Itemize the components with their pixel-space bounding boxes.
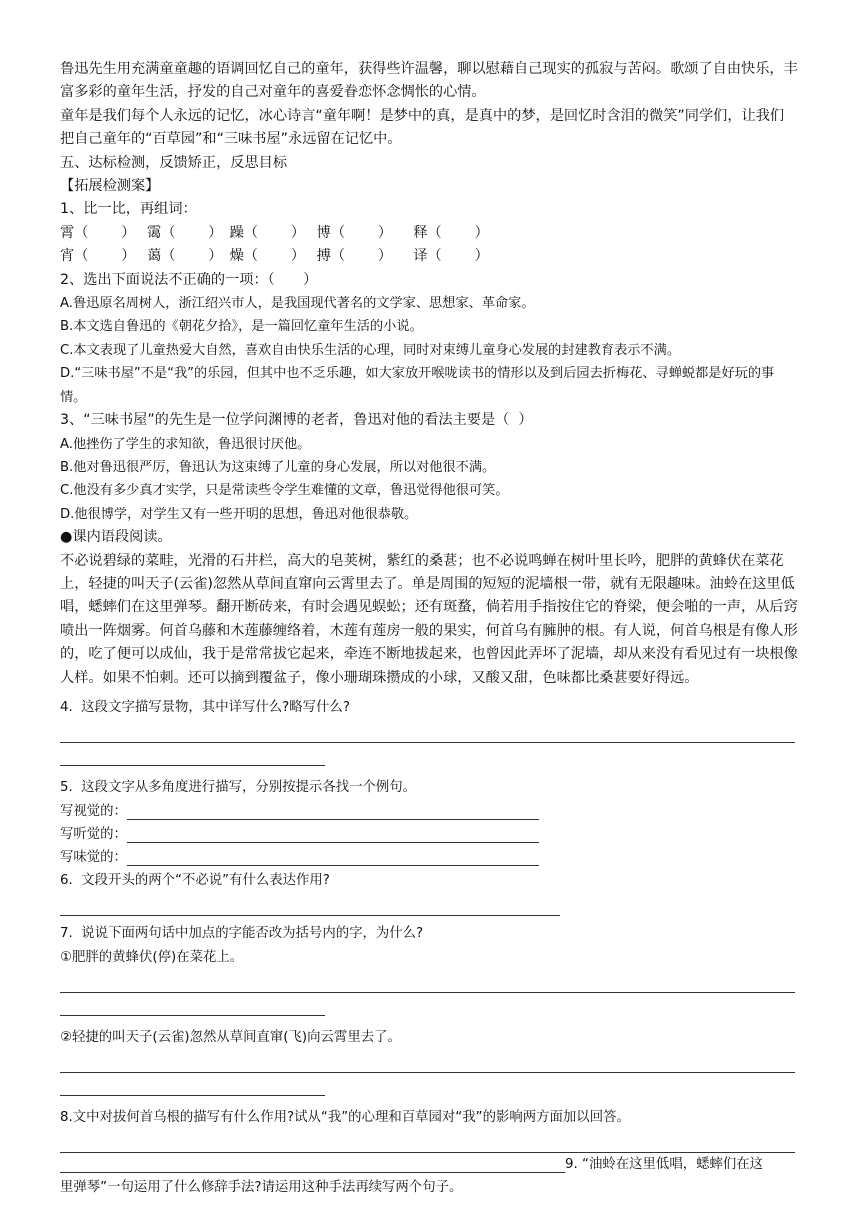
q3-option-b: B.他对鲁迅很严厉，鲁迅认为这束缚了儿童的身心发展，所以对他很不满。 bbox=[60, 459, 496, 475]
question-4: 4. 这段文字描写景物，其中详写什么?略写什么? bbox=[60, 699, 350, 715]
answer-line[interactable] bbox=[127, 802, 539, 820]
question-7-sentence-2: ②轻捷的叫天子(云雀)忽然从草间直窜(飞)向云霄里去了。 bbox=[60, 1029, 401, 1045]
answer-line[interactable] bbox=[60, 720, 795, 743]
q3-option-d: D.他很博学，对学生又有一些开明的思想，鲁迅对他很恭敬。 bbox=[60, 506, 418, 522]
q8-q9-row bbox=[60, 1153, 798, 1176]
reading-passage: 不必说碧绿的菜畦，光滑的石井栏，高大的皂荚树，紫红的桑葚；也不必说鸣蝉在树叶里长吟，肥胖的黄蜂伏在菜花上，轻捷的叫天子(云雀)忽然从草间直窜向云霄里去了。单是周围的短短的泥墙根一带，就有无限趣味。油蛉在这里低唱，蟋蟀们在这里弹琴。翻开断砖来，有时会遇见蜈蚣；还有斑蝥，倘若用手指按住它的脊梁，便会啪的一声，从后窍喷出一阵烟雾。何首乌藤和木莲藤缠络着，木莲有莲房一般的果实，何首乌有臃肿的根。有人说，何首乌根是有像人形的，吃了便可以成仙，我于是常常拔它起来，牵连不断地拔起来，也曾因此弄坏了泥墙，却从来没有看见过有一块根像人样。如果不怕刺。还可以摘到覆盆子，像小珊瑚珠攒成的小球，又酸又甜，色味都比桑葚要好得远。 bbox=[60, 552, 798, 686]
question-7: 7. 说说下面两句话中加点的字能否改为括号内的字，为什么? bbox=[60, 925, 424, 941]
q5-hearing-label: 写听觉的： bbox=[60, 826, 127, 842]
question-9-start: 9. “油蛉在这里低唱，蟋蟀们在这 bbox=[565, 1156, 764, 1172]
q3-option-a: A.他挫伤了学生的求知欲，鲁迅很讨厌他。 bbox=[60, 436, 311, 452]
answer-line[interactable] bbox=[60, 893, 560, 916]
q3-option-c: C.他没有多少真才实学，只是常读些令学生难懂的文章，鲁迅觉得他很可笑。 bbox=[60, 483, 509, 499]
answer-line[interactable] bbox=[60, 1073, 325, 1096]
answer-line[interactable] bbox=[60, 1050, 795, 1073]
answer-line[interactable] bbox=[127, 825, 539, 843]
answer-line[interactable] bbox=[60, 970, 795, 993]
q2-option-c: C.本文表现了儿童热爱大自然，喜欢自由快乐生活的心理，同时对束缚儿童身心发展的封建教育表示不满。 bbox=[60, 342, 681, 358]
answer-line[interactable] bbox=[60, 993, 325, 1016]
q1-word-row-2: 宵（ ） 蔼（ ） 燥（ ） 搏（ ） 译（ ） bbox=[60, 248, 489, 265]
intro-paragraph-1: 鲁迅先生用充满童童趣的语调回忆自己的童年，获得些许温馨，聊以慰藉自己现实的孤寂与苦闷。歌颂了自由快乐，丰富多彩的童年生活，抒发的自己对童年的喜爱眷恋怀念惆怅的心情。 bbox=[60, 61, 798, 101]
answer-line[interactable] bbox=[60, 743, 325, 766]
question-8: 8.文中对拔何首乌根的描写有什么作用?试从“我”的心理和百草园对“我”的影响两方面加以回答。 bbox=[60, 1109, 630, 1125]
worksheet-page bbox=[60, 58, 798, 1200]
q2-option-d: D.“三味书屋”不是“我”的乐园，但其中也不乏乐趣，如大家放开喉咙读书的情形以及到后园去折梅花、寻蝉蜕都是好玩的事情。 bbox=[60, 366, 775, 405]
extension-title: 【拓展检测案】 bbox=[60, 178, 160, 195]
q2-title: 2、选出下面说法不正确的一项：（ ） bbox=[60, 271, 318, 288]
section-five-heading: 五、达标检测，反馈矫正，反思目标 bbox=[60, 154, 288, 171]
q5-taste-label: 写味觉的： bbox=[60, 849, 127, 865]
question-6: 6. 文段开头的两个“不必说”有什么表达作用? bbox=[60, 872, 330, 888]
q3-title: 3、“三味书屋”的先生是一位学问渊博的老者，鲁迅对他的看法主要是（ ） bbox=[60, 412, 533, 429]
q5-taste-row bbox=[60, 846, 798, 869]
q5-hearing-row bbox=[60, 823, 798, 846]
question-5: 5. 这段文字从多角度进行描写，分别按提示各找一个例句。 bbox=[60, 779, 417, 795]
question-9-end: 里弹琴”一句运用了什么修辞手法?请运用这种手法再续写两个句子。 bbox=[60, 1179, 463, 1195]
q2-option-a: A.鲁迅原名周树人，浙江绍兴市人，是我国现代著名的文学家、思想家、革命家。 bbox=[60, 296, 535, 312]
answer-line[interactable] bbox=[60, 1155, 565, 1173]
reading-heading: ●课内语段阅读。 bbox=[60, 529, 172, 546]
q5-visual-row bbox=[60, 800, 798, 823]
question-7-sentence-1: ①肥胖的黄蜂伏(停)在菜花上。 bbox=[60, 949, 244, 965]
answer-line[interactable] bbox=[127, 848, 539, 866]
q2-option-b: B.本文选自鲁迅的《朝花夕拾》，是一篇回忆童年生活的小说。 bbox=[60, 319, 423, 335]
q1-word-row-1: 霄（ ） 霭（ ） 躁（ ） 博（ ） 释（ ） bbox=[60, 224, 489, 241]
q1-title: 1、比一比，再组词： bbox=[60, 201, 197, 218]
intro-paragraph-2: 童年是我们每个人永远的记忆，冰心诗言“童年啊！是梦中的真，是真中的梦，是回忆时含泪的微笑”同学们，让我们把自己童年的“百草园”和“三味书屋”永远留在记忆中。 bbox=[60, 107, 785, 148]
answer-line[interactable] bbox=[60, 1130, 795, 1153]
q5-visual-label: 写视觉的： bbox=[60, 803, 127, 819]
